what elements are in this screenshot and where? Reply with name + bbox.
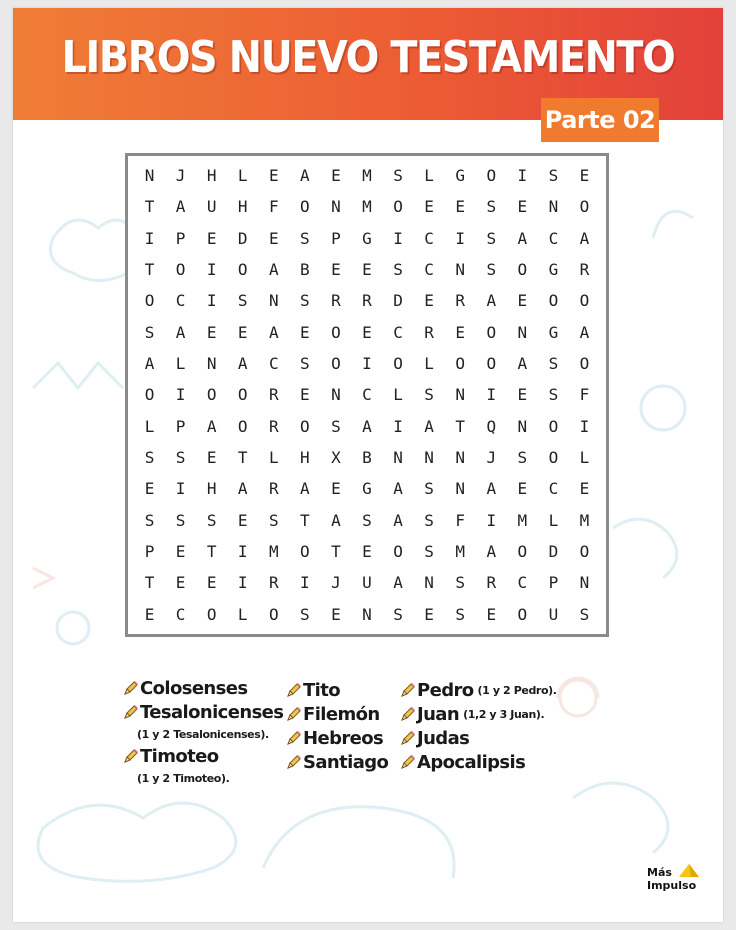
- grid-letter: E: [206, 228, 217, 248]
- grid-letter: M: [362, 197, 372, 217]
- pencil-icon: [123, 704, 139, 720]
- word-item: [286, 726, 388, 750]
- grid-letter: S: [144, 448, 155, 468]
- grid-letter: R: [579, 260, 590, 280]
- grid-letter: F: [268, 197, 279, 217]
- grid-letter: E: [424, 291, 434, 311]
- grid-letter: E: [331, 479, 341, 499]
- grid-letter: A: [486, 291, 497, 311]
- grid-letter: S: [424, 385, 434, 405]
- grid-letter: I: [300, 573, 310, 593]
- grid-letter: J: [486, 448, 497, 468]
- grid-letter: N: [517, 322, 528, 342]
- grid-letter: O: [268, 604, 279, 624]
- word-list-column-1: [123, 676, 283, 788]
- grid-letter: I: [206, 291, 217, 311]
- grid-letter: I: [517, 166, 528, 186]
- grid-letter: C: [424, 228, 434, 248]
- grid-letter: R: [268, 416, 279, 436]
- grid-letter: E: [517, 385, 528, 405]
- grid-letter: S: [393, 166, 403, 186]
- grid-letter: S: [486, 260, 497, 280]
- grid-letter: E: [362, 322, 372, 342]
- grid-letter: P: [175, 228, 186, 248]
- grid-letter: T: [455, 416, 465, 436]
- logo-text-line-1: Más: [647, 866, 672, 879]
- grid-letter: S: [331, 416, 341, 436]
- grid-letter: R: [268, 479, 279, 499]
- grid-letter: T: [144, 197, 155, 217]
- grid-letter: T: [144, 260, 155, 280]
- grid-letter: P: [548, 573, 559, 593]
- grid-letter: G: [362, 228, 372, 248]
- part-badge: Parte 02: [541, 98, 659, 142]
- grid-letter: S: [548, 354, 559, 374]
- grid-letter: S: [237, 291, 248, 311]
- grid-letter: E: [175, 542, 186, 562]
- grid-letter: S: [517, 448, 528, 468]
- grid-letter: N: [424, 448, 434, 468]
- pencil-icon: [400, 730, 416, 746]
- grid-letter: O: [237, 416, 248, 436]
- grid-letter: A: [331, 510, 341, 530]
- grid-letter: M: [517, 510, 528, 530]
- word-note: (1 y 2 Pedro).: [477, 683, 557, 697]
- grid-letter: O: [206, 385, 217, 405]
- grid-letter: O: [144, 385, 155, 405]
- grid-letter: N: [579, 573, 590, 593]
- grid-letter: O: [300, 416, 310, 436]
- grid-letter: T: [144, 573, 155, 593]
- grid-letter: O: [300, 542, 310, 562]
- grid-letter: S: [455, 573, 465, 593]
- grid-letter: N: [455, 479, 465, 499]
- grid-letter: I: [206, 260, 217, 280]
- grid-letter: L: [237, 166, 248, 186]
- grid-letter: I: [175, 479, 186, 499]
- grid-letter: N: [455, 385, 465, 405]
- grid-letter: R: [268, 385, 279, 405]
- grid-letter: A: [393, 510, 403, 530]
- grid-letter: Q: [486, 416, 497, 436]
- grid-letter: N: [548, 197, 559, 217]
- word-item: [400, 702, 557, 726]
- grid-letter: S: [362, 510, 372, 530]
- grid-letter: E: [424, 604, 434, 624]
- grid-letter: E: [144, 604, 155, 624]
- word-list-column-3: [400, 678, 557, 774]
- grid-letter: I: [393, 228, 403, 248]
- word-label: Filemón: [303, 703, 380, 725]
- grid-letter: E: [517, 291, 528, 311]
- grid-letter: I: [486, 510, 497, 530]
- word-item: [400, 726, 557, 750]
- grid-letter: E: [268, 228, 279, 248]
- grid-letter: A: [175, 197, 186, 217]
- grid-letter: R: [362, 291, 372, 311]
- grid-letter: O: [579, 354, 590, 374]
- grid-letter: A: [393, 573, 403, 593]
- grid-letter: S: [175, 448, 186, 468]
- grid-letter: E: [579, 166, 590, 186]
- grid-letter: O: [486, 166, 497, 186]
- word-item: [123, 700, 283, 724]
- grid-letter: B: [300, 260, 310, 280]
- grid-letter: E: [206, 573, 217, 593]
- grid-letter: A: [579, 228, 590, 248]
- word-label: Apocalipsis: [417, 751, 526, 773]
- grid-letter: H: [206, 166, 217, 186]
- grid-letter: H: [237, 197, 248, 217]
- grid-letter: C: [548, 479, 559, 499]
- grid-letter: T: [237, 448, 248, 468]
- grid-letter: E: [268, 166, 279, 186]
- word-label: Santiago: [303, 751, 389, 773]
- grid-letter: A: [424, 416, 434, 436]
- grid-letter: R: [424, 322, 434, 342]
- grid-letter: A: [175, 322, 186, 342]
- grid-letter: O: [517, 260, 528, 280]
- grid-letter: S: [455, 604, 465, 624]
- grid-letter: S: [144, 322, 155, 342]
- grid-letter: P: [175, 416, 186, 436]
- grid-letter: I: [455, 228, 465, 248]
- grid-letter: A: [517, 354, 528, 374]
- word-note: (1,2 y 3 Juan).: [463, 707, 545, 721]
- grid-letter: L: [237, 604, 248, 624]
- grid-letter: C: [175, 291, 186, 311]
- grid-letter: O: [579, 197, 590, 217]
- grid-letter: C: [175, 604, 186, 624]
- grid-letter: O: [517, 542, 528, 562]
- grid-letter: N: [362, 604, 372, 624]
- grid-letter: G: [548, 322, 559, 342]
- grid-letter: B: [362, 448, 372, 468]
- grid-letter: F: [455, 510, 465, 530]
- grid-letter: O: [579, 542, 590, 562]
- grid-letter: N: [517, 416, 528, 436]
- grid-letter: U: [206, 197, 217, 217]
- grid-letter: L: [268, 448, 279, 468]
- grid-letter: I: [579, 416, 590, 436]
- grid-letter: S: [579, 604, 590, 624]
- grid-letter: O: [393, 197, 403, 217]
- grid-letter: O: [517, 604, 528, 624]
- grid-letter: L: [579, 448, 590, 468]
- grid-letter: A: [486, 542, 497, 562]
- grid-letter: G: [548, 260, 559, 280]
- grid-letter: C: [548, 228, 559, 248]
- brand-logo: [647, 862, 703, 894]
- grid-letter: E: [237, 322, 248, 342]
- grid-letter: O: [144, 291, 155, 311]
- word-list-column-2: [286, 678, 388, 774]
- grid-letter: A: [300, 166, 310, 186]
- grid-letter: L: [144, 416, 155, 436]
- grid-letter: E: [206, 322, 217, 342]
- word-search-grid: [125, 153, 609, 637]
- grid-letter: G: [362, 479, 372, 499]
- grid-letter: O: [175, 260, 186, 280]
- grid-letter: O: [486, 322, 497, 342]
- grid-letter: A: [237, 354, 248, 374]
- grid-letter: D: [237, 228, 248, 248]
- grid-letter: E: [455, 197, 465, 217]
- grid-letter: S: [300, 291, 310, 311]
- grid-letter: T: [331, 542, 341, 562]
- grid-letter: N: [455, 260, 465, 280]
- grid-letter: S: [175, 510, 186, 530]
- grid-letter: I: [144, 228, 155, 248]
- grid-letter: O: [548, 416, 559, 436]
- pencil-icon: [286, 706, 302, 722]
- grid-letter: O: [548, 291, 559, 311]
- grid-letter: S: [486, 197, 497, 217]
- grid-letter: E: [486, 604, 497, 624]
- grid-letter: S: [393, 260, 403, 280]
- grid-letter: A: [579, 322, 590, 342]
- grid-letter: C: [424, 260, 434, 280]
- grid-letter: A: [486, 479, 497, 499]
- grid-letter: O: [393, 354, 403, 374]
- grid-letter: E: [300, 385, 310, 405]
- grid-letter: I: [175, 385, 186, 405]
- grid-letter: T: [206, 542, 217, 562]
- grid-letter: F: [579, 385, 590, 405]
- word-item: [123, 676, 283, 700]
- grid-letter: E: [175, 573, 186, 593]
- grid-letter: L: [175, 354, 186, 374]
- grid-letter: E: [362, 260, 372, 280]
- grid-letter: I: [237, 542, 248, 562]
- grid-letter: U: [362, 573, 372, 593]
- grid-letter: A: [144, 354, 155, 374]
- grid-letter: O: [331, 354, 341, 374]
- grid-letter: R: [486, 573, 497, 593]
- word-note: (1 y 2 Tesalonicenses).: [137, 727, 269, 741]
- pencil-icon: [400, 682, 416, 698]
- grid-letter: N: [144, 166, 155, 186]
- grid-letter: E: [579, 479, 590, 499]
- grid-letter: A: [237, 479, 248, 499]
- grid-letter: E: [206, 448, 217, 468]
- grid-letter: L: [424, 166, 434, 186]
- worksheet-page: [13, 8, 723, 922]
- grid-letter: P: [331, 228, 341, 248]
- grid-letter: O: [331, 322, 341, 342]
- grid-letter: T: [300, 510, 310, 530]
- grid-letter: N: [331, 197, 341, 217]
- grid-letter: N: [331, 385, 341, 405]
- triangle-logo-icon: [677, 862, 701, 878]
- grid-letter: E: [331, 604, 341, 624]
- grid-letter: E: [331, 260, 341, 280]
- word-label: Juan: [417, 703, 460, 725]
- word-item: [400, 750, 557, 774]
- grid-letter: A: [268, 260, 279, 280]
- grid-letter: S: [548, 166, 559, 186]
- grid-letter: C: [393, 322, 403, 342]
- grid-letter: S: [300, 604, 310, 624]
- grid-letter: E: [517, 479, 528, 499]
- word-label: Hebreos: [303, 727, 384, 749]
- grid-letter: H: [300, 448, 310, 468]
- grid-letter: M: [268, 542, 279, 562]
- word-item: [286, 750, 388, 774]
- grid-letter: C: [517, 573, 528, 593]
- grid-letter: O: [455, 354, 465, 374]
- grid-letter: D: [393, 291, 403, 311]
- grid-letter: M: [362, 166, 372, 186]
- grid-letter: X: [331, 448, 341, 468]
- grid-letter: O: [548, 448, 559, 468]
- word-label: Judas: [417, 727, 470, 749]
- grid-letter: A: [517, 228, 528, 248]
- grid-letter: J: [331, 573, 341, 593]
- pencil-icon: [400, 754, 416, 770]
- grid-letter: L: [424, 354, 434, 374]
- grid-letter: E: [455, 322, 465, 342]
- grid-letter: O: [237, 385, 248, 405]
- grid-letter: A: [362, 416, 372, 436]
- word-item: [286, 702, 388, 726]
- grid-letter: N: [424, 573, 434, 593]
- word-label: Pedro: [417, 679, 474, 701]
- grid-letter: G: [455, 166, 465, 186]
- grid-letter: D: [548, 542, 559, 562]
- word-label: Colosenses: [140, 677, 248, 699]
- grid-letter: E: [144, 479, 155, 499]
- grid-letter: S: [424, 479, 434, 499]
- grid-letter: S: [393, 604, 403, 624]
- grid-letter: L: [548, 510, 559, 530]
- word-label: Timoteo: [140, 745, 219, 767]
- grid-letter: P: [144, 542, 155, 562]
- pencil-icon: [286, 754, 302, 770]
- word-note: (1 y 2 Timoteo).: [137, 771, 230, 785]
- grid-letter: S: [424, 542, 434, 562]
- grid-letter: A: [268, 322, 279, 342]
- word-item: [400, 678, 557, 702]
- grid-letter: N: [455, 448, 465, 468]
- grid-letter: N: [393, 448, 403, 468]
- grid-letter: A: [300, 479, 310, 499]
- grid-letter: O: [237, 260, 248, 280]
- grid-letter: N: [268, 291, 279, 311]
- grid-letter: E: [424, 197, 434, 217]
- grid-letter: C: [268, 354, 279, 374]
- grid-letter: M: [455, 542, 465, 562]
- grid-letter: C: [362, 385, 372, 405]
- grid-letter: O: [300, 197, 310, 217]
- grid-letter: O: [393, 542, 403, 562]
- page-title: LIBROS NUEVO TESTAMENTO: [61, 32, 675, 83]
- grid-letter: J: [175, 166, 186, 186]
- grid-letter: R: [455, 291, 465, 311]
- grid-letter: O: [579, 291, 590, 311]
- word-item: [286, 678, 388, 702]
- grid-letter: A: [206, 416, 217, 436]
- grid-letter: I: [362, 354, 372, 374]
- pencil-icon: [400, 706, 416, 722]
- grid-letter: S: [144, 510, 155, 530]
- grid-letter: S: [548, 385, 559, 405]
- grid-letter: I: [486, 385, 497, 405]
- word-item: [123, 744, 283, 768]
- pencil-icon: [286, 682, 302, 698]
- grid-letter: N: [206, 354, 217, 374]
- grid-letter: I: [393, 416, 403, 436]
- grid-letter: E: [517, 197, 528, 217]
- grid-letter: O: [486, 354, 497, 374]
- grid-letter: E: [237, 510, 248, 530]
- grid-letter: M: [579, 510, 590, 530]
- pencil-icon: [123, 680, 139, 696]
- logo-text-line-2: Impulso: [647, 879, 697, 892]
- grid-letter: S: [268, 510, 279, 530]
- grid-letter: R: [268, 573, 279, 593]
- grid-letter: E: [300, 322, 310, 342]
- word-label: Tesalonicenses: [140, 701, 284, 723]
- grid-letter: S: [300, 354, 310, 374]
- pencil-icon: [286, 730, 302, 746]
- grid-letter: S: [486, 228, 497, 248]
- grid-letter: H: [206, 479, 217, 499]
- grid-letter: O: [206, 604, 217, 624]
- grid-letter: S: [206, 510, 217, 530]
- grid-letter: I: [237, 573, 248, 593]
- grid-letter: S: [300, 228, 310, 248]
- pencil-icon: [123, 748, 139, 764]
- word-label: Tito: [303, 679, 341, 701]
- grid-letter: S: [424, 510, 434, 530]
- grid-letter: R: [331, 291, 341, 311]
- grid-letter: A: [393, 479, 403, 499]
- grid-letter: E: [331, 166, 341, 186]
- grid-letter: E: [362, 542, 372, 562]
- grid-letter: U: [548, 604, 559, 624]
- grid-letter: L: [393, 385, 403, 405]
